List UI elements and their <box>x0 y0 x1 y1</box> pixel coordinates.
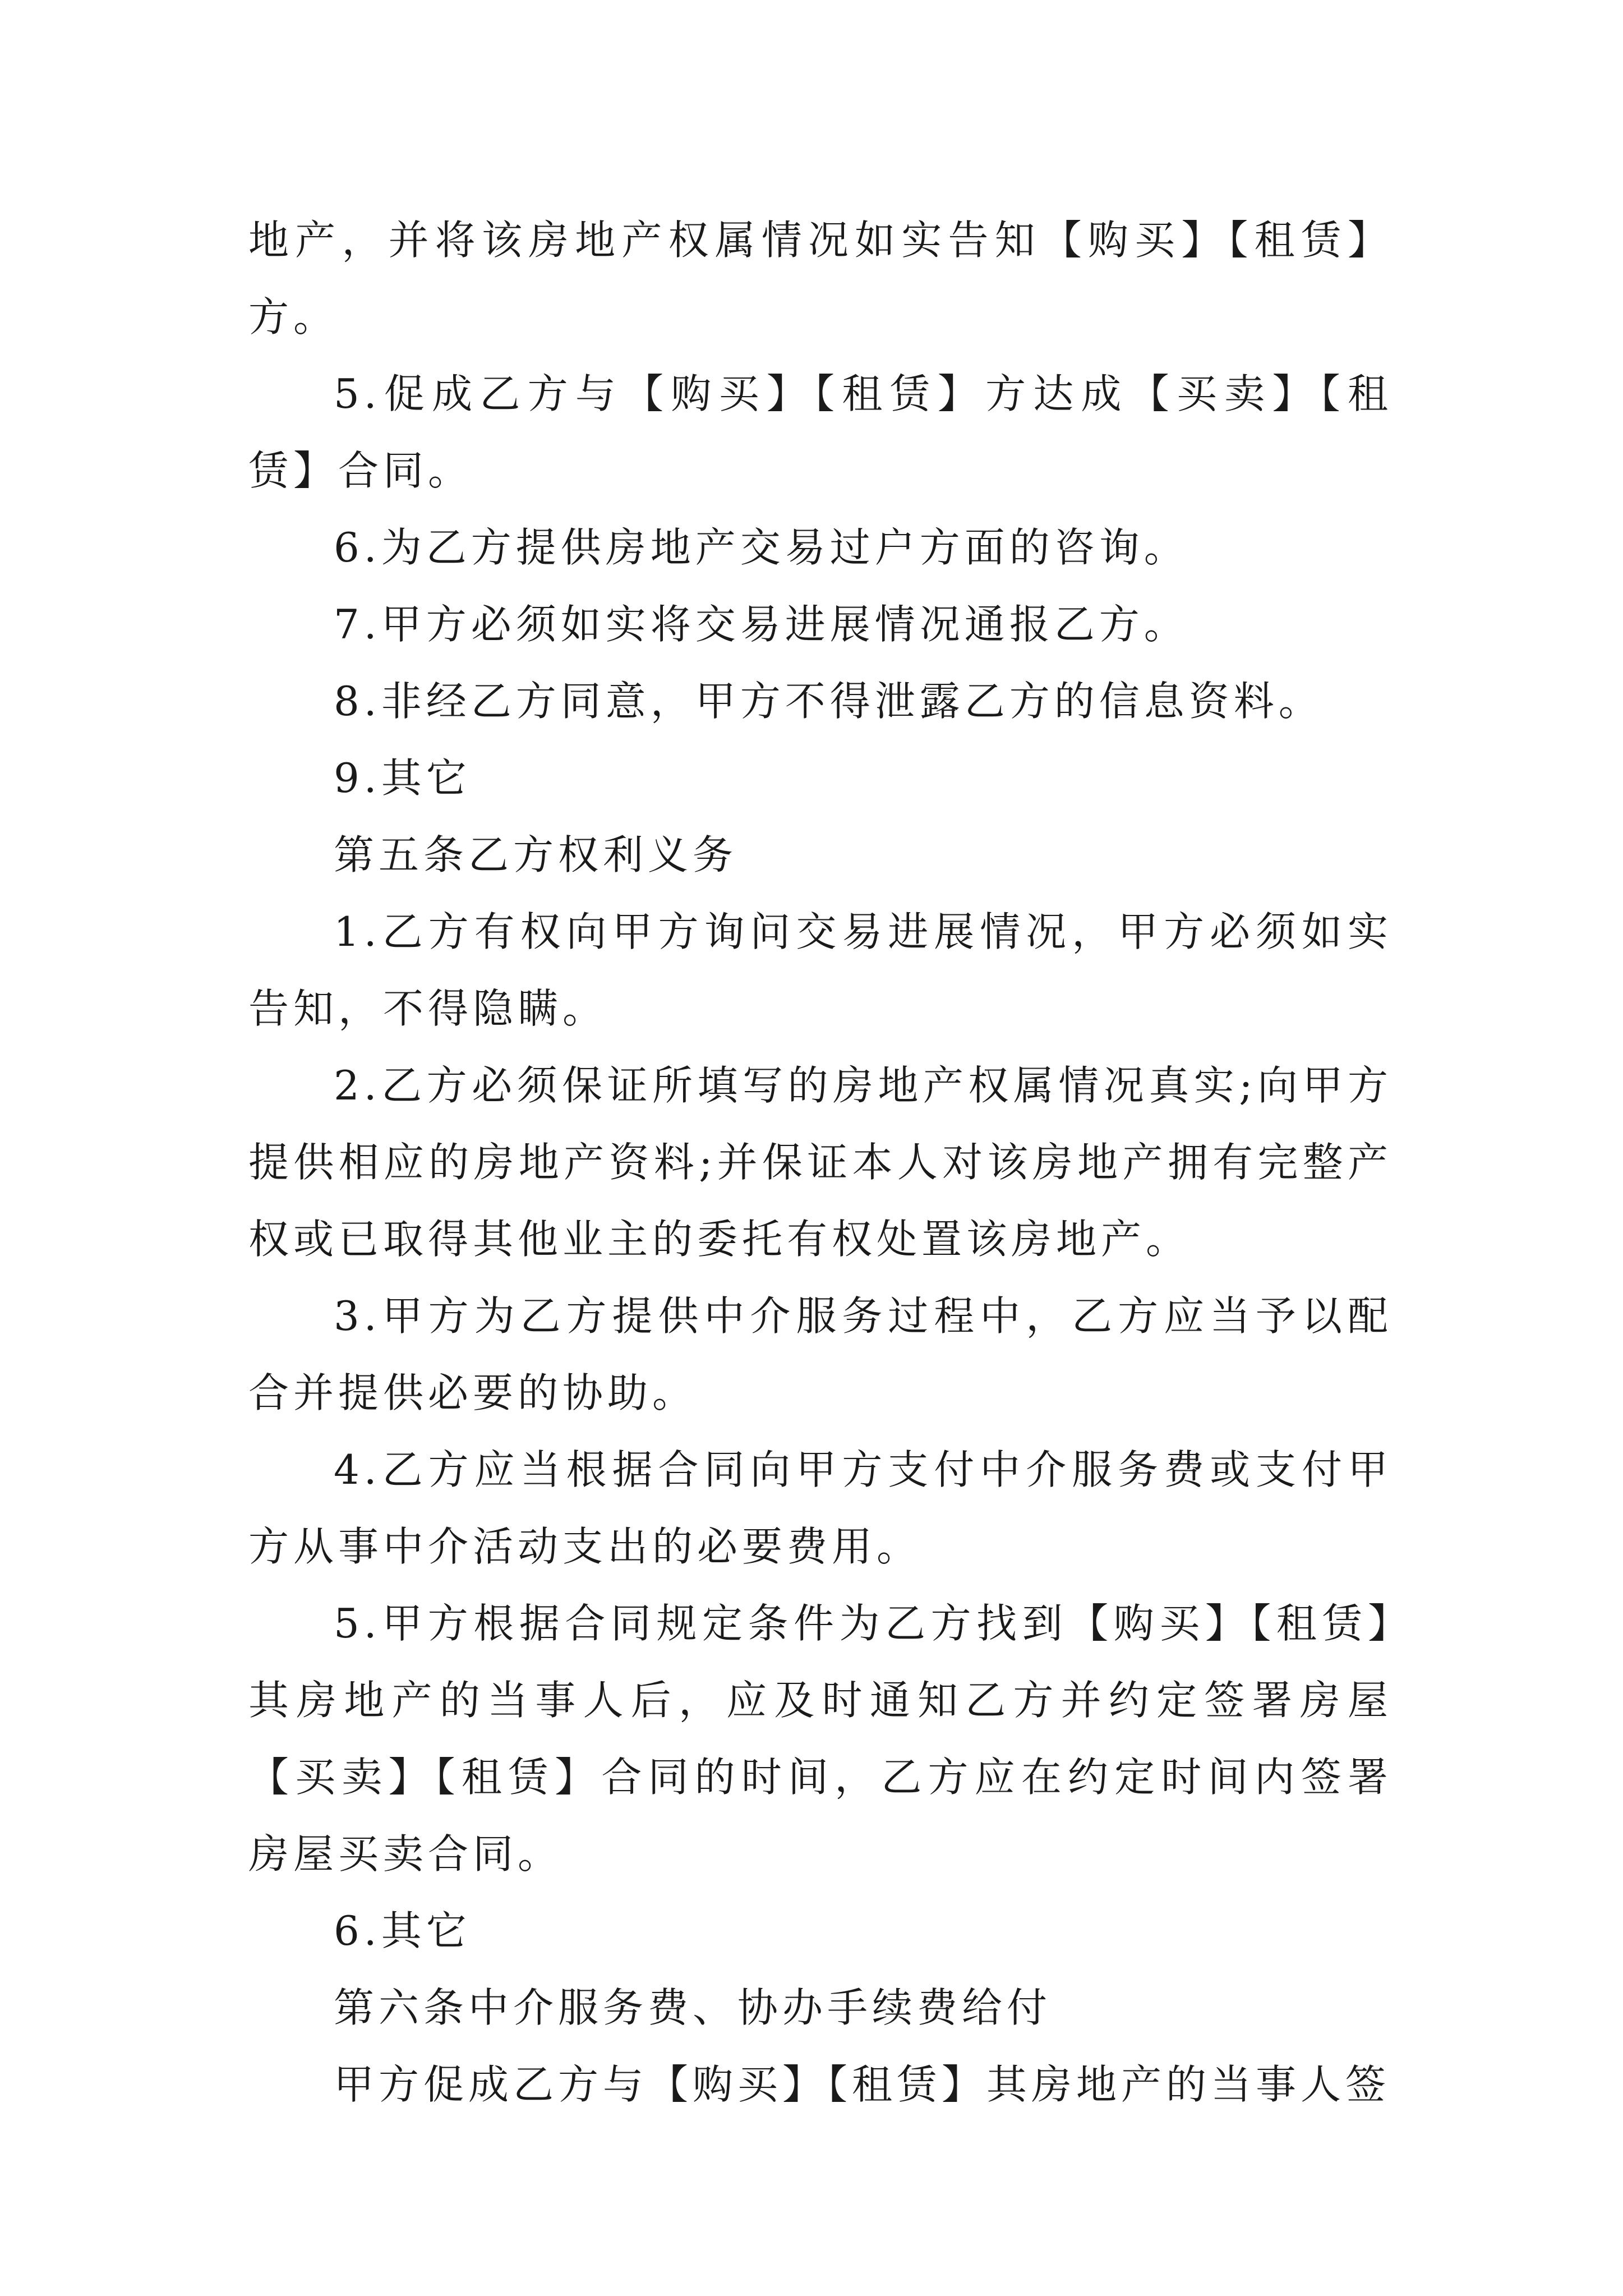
paragraph: 甲方促成乙方与【购买】【租赁】其房地产的当事人签 <box>334 2061 1391 2108</box>
section-heading: 第六条中介服务费、协办手续费给付 <box>334 1984 1052 2031</box>
section-heading: 第五条乙方权利义务 <box>334 831 738 878</box>
document-body <box>248 202 1393 2123</box>
paragraph: 1.乙方有权向甲方询问交易进展情况，甲方必须如实告知，不得隐瞒。 <box>248 908 1393 1032</box>
paragraph: 5.甲方根据合同规定条件为乙方找到【购买】【租赁】其房地产的当事人后，应及时通知乙方并约定签署房屋【买卖】【租赁】合同的时间，乙方应在约定时间内签署房屋买卖合同。 <box>248 1600 1393 1878</box>
paragraph: 6.为乙方提供房地产交易过户方面的咨询。 <box>334 524 1189 571</box>
paragraph: 8.非经乙方同意，甲方不得泄露乙方的信息资料。 <box>334 678 1324 725</box>
paragraph: 4.乙方应当根据合同向甲方支付中介服务费或支付甲方从事中介活动支出的必要费用。 <box>248 1446 1393 1570</box>
paragraph: 9.其它 <box>334 754 471 802</box>
paragraph: 5.促成乙方与【购买】【租赁】方达成【买卖】【租赁】合同。 <box>248 370 1393 494</box>
paragraph: 地产，并将该房地产权属情况如实告知【购买】【租赁】方。 <box>248 217 1393 341</box>
paragraph: 3.甲方为乙方提供中介服务过程中，乙方应当予以配合并提供必要的协助。 <box>248 1292 1393 1416</box>
paragraph: 2.乙方必须保证所填写的房地产权属情况真实;向甲方提供相应的房地产资料;并保证本人对该房地产拥有完整产权或已取得其他业主的委托有权处置该房地产。 <box>248 1062 1393 1263</box>
paragraph: 7.甲方必须如实将交易进展情况通报乙方。 <box>334 601 1189 648</box>
paragraph: 6.其它 <box>334 1907 471 1954</box>
